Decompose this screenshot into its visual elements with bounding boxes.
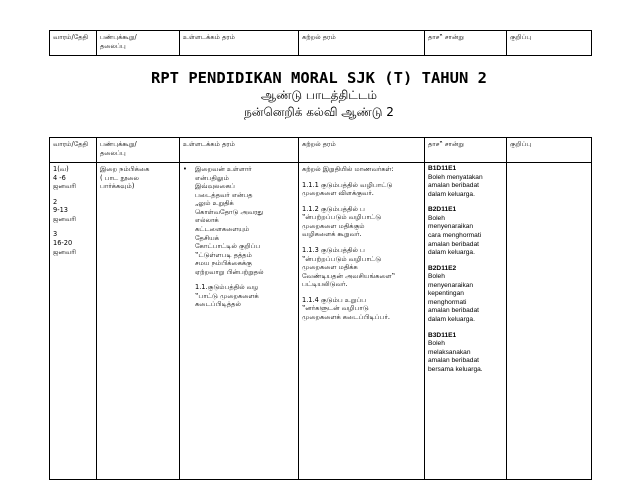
- week-line: ஜனவரி: [53, 247, 76, 256]
- content-sub-line: கடைப்பிடித்தல்: [195, 300, 241, 309]
- header-learning-standard: கற்றல் தரம்: [299, 138, 425, 163]
- header-notes: குறிப்பு: [507, 138, 592, 163]
- document-title: RPT PENDIDIKAN MORAL SJK (T) TAHUN 2: [151, 69, 487, 87]
- table-header-row: [50, 138, 592, 163]
- learning-line: முறைகளை விளக்குவர்.: [302, 189, 374, 198]
- learning-line: 1.1.1 குடும்பத்தில் வழிபாட்டு: [302, 180, 393, 189]
- header-value-topic: பண்புக்கூறு/ தலைப்பு: [97, 31, 180, 56]
- learning-line: ‟ன்பற்றப்படும் வழிபாட்டு: [302, 213, 382, 222]
- evidence-line: amalan beribadat: [428, 307, 479, 315]
- evidence-line: dalam keluarga.: [428, 190, 475, 198]
- learning-line: ‟னர்களுடன் வழிபாடு: [302, 304, 369, 313]
- content-line: கட்டளைகளையும்: [195, 224, 250, 233]
- header-week-date: வாரம்/தேதி: [50, 138, 97, 163]
- evidence-line: amalan beribadat: [428, 357, 479, 365]
- learning-standard-cell: [299, 163, 425, 480]
- content-standard-cell: [180, 163, 299, 480]
- header-notes: குறிப்பு: [507, 31, 592, 56]
- learning-intro: கற்றல் இறுதியில் மாணவர்கள்:: [302, 165, 394, 173]
- week-line: 9-13: [53, 206, 68, 215]
- learning-line: வழிகளைக் கூறுவர்.: [302, 230, 362, 239]
- learning-line: 1.1.4 குடும்ப உறுப்ப: [302, 295, 367, 304]
- content-line: என்பதிலும்: [195, 173, 229, 182]
- header-value-topic: பண்புக்கூறு/ தலைப்பு: [97, 138, 180, 163]
- topic-line: ( பாட நூலை: [100, 173, 139, 182]
- table-row: [50, 163, 592, 480]
- performance-evidence-cell: [425, 163, 507, 480]
- content-line: இறைவன் உள்ளார்: [195, 165, 252, 173]
- bullet-icon: •: [183, 165, 187, 173]
- evidence-line: menyenaraikan: [428, 281, 474, 289]
- evidence-line: amalan beribadat: [428, 240, 479, 248]
- content-line: ஏற்றவாறு பின்பற்றுதல்: [195, 267, 264, 276]
- content-line: கோட்பாட்டில் குறிப்ப: [195, 242, 261, 251]
- week-line: 1(வ): [53, 165, 69, 173]
- learning-line: 1.1.3 குடும்பத்தில் ப: [302, 245, 365, 254]
- learning-line: முறைகளை மதிக்க: [302, 263, 358, 272]
- learning-line: முறைகளை மதிக்கும்: [302, 221, 365, 230]
- content-line: படைத்தவர் என்பத: [195, 190, 253, 199]
- content-line: தேசியக்: [195, 233, 220, 242]
- header-performance-evidence: தாச‟ சான்று: [425, 138, 507, 163]
- learning-line: 1.1.2 குடும்பத்தில் ப: [302, 204, 365, 213]
- header-content-standard: உள்ளடக்கம் தரம்: [180, 138, 299, 163]
- learning-line: முறைகளைக் கடைப்பிடிப்பர்.: [302, 312, 390, 321]
- evidence-line: Boleh: [428, 340, 445, 348]
- evidence-code: B2D11E1: [428, 206, 457, 214]
- week-line: 16-20: [53, 238, 73, 247]
- content-line: சமய நம்பிக்கைக்கு: [195, 259, 252, 268]
- header-learning-standard: கற்றல் தரம்: [299, 31, 425, 56]
- topic-cell: [97, 163, 180, 480]
- notes-cell: [507, 163, 592, 480]
- content-line: எல்லாக்: [195, 216, 219, 225]
- learning-line: பட்டியலிடுவர்.: [302, 280, 348, 289]
- topic-line: இறை நம்பிக்கை: [100, 165, 150, 173]
- evidence-line: dalam keluarga.: [428, 316, 475, 323]
- evidence-line: cara menghormati: [428, 231, 482, 239]
- topic-line: பார்க்கவும்): [100, 182, 135, 191]
- evidence-line: Boleh: [428, 273, 445, 281]
- week-line: 2: [53, 197, 58, 206]
- header-performance-evidence: தாச‟ சான்று: [425, 31, 507, 56]
- evidence-line: bersama keluarga.: [428, 365, 483, 373]
- evidence-line: dalam keluarga.: [428, 249, 475, 257]
- week-date-cell: [50, 163, 97, 480]
- content-line: ‟ட்டுள்ளபடி தத்தம்: [195, 250, 252, 259]
- document-subtitle-subject: நன்னெறிக் கல்வி ஆண்டு 2: [244, 105, 394, 119]
- evidence-line: menyenaraikan: [428, 223, 474, 231]
- evidence-line: kepentingan: [428, 290, 464, 298]
- week-line: 3: [53, 230, 58, 239]
- learning-line: ‟ன்பற்றப்படும் வழிபாட்டு: [302, 254, 382, 263]
- evidence-line: Boleh: [428, 214, 445, 222]
- evidence-line: melaksanakan: [428, 348, 471, 356]
- evidence-line: menghormati: [428, 298, 467, 306]
- evidence-line: amalan beribadat: [428, 182, 479, 190]
- header-content-standard: உள்ளடக்கம் தரம்: [180, 31, 299, 56]
- evidence-code: B1D11E1: [428, 165, 457, 172]
- content-line: கொள்வதோடு அவரது: [195, 207, 264, 216]
- learning-line: வேண்டியதன் அவசியங்களை‟: [302, 271, 396, 280]
- header-week-date: வாரம்/தேதி: [50, 31, 97, 56]
- week-line: 4 -6: [53, 173, 66, 182]
- evidence-line: Boleh menyatakan: [428, 173, 483, 181]
- evidence-code: B3D11E1: [428, 331, 457, 339]
- content-sub-line: ‟பாட்டு முறைகளைக்: [195, 291, 259, 300]
- week-line: ஜனவரி: [53, 214, 76, 223]
- week-line: ஜனவரி: [53, 182, 76, 191]
- top-header-table: [49, 30, 592, 56]
- content-line: இவ்வுலகைப்: [195, 182, 235, 191]
- lesson-plan-table: [49, 137, 592, 480]
- top-header-row: [50, 31, 592, 56]
- evidence-code: B2D11E2: [428, 264, 457, 272]
- content-line: „லும் உறுதிக்: [195, 199, 234, 208]
- content-sub-line: 1.1.குடும்பத்தில் வழ: [195, 283, 259, 292]
- document-subtitle-plan: ஆண்டு பாடத்திட்டம்: [260, 88, 378, 102]
